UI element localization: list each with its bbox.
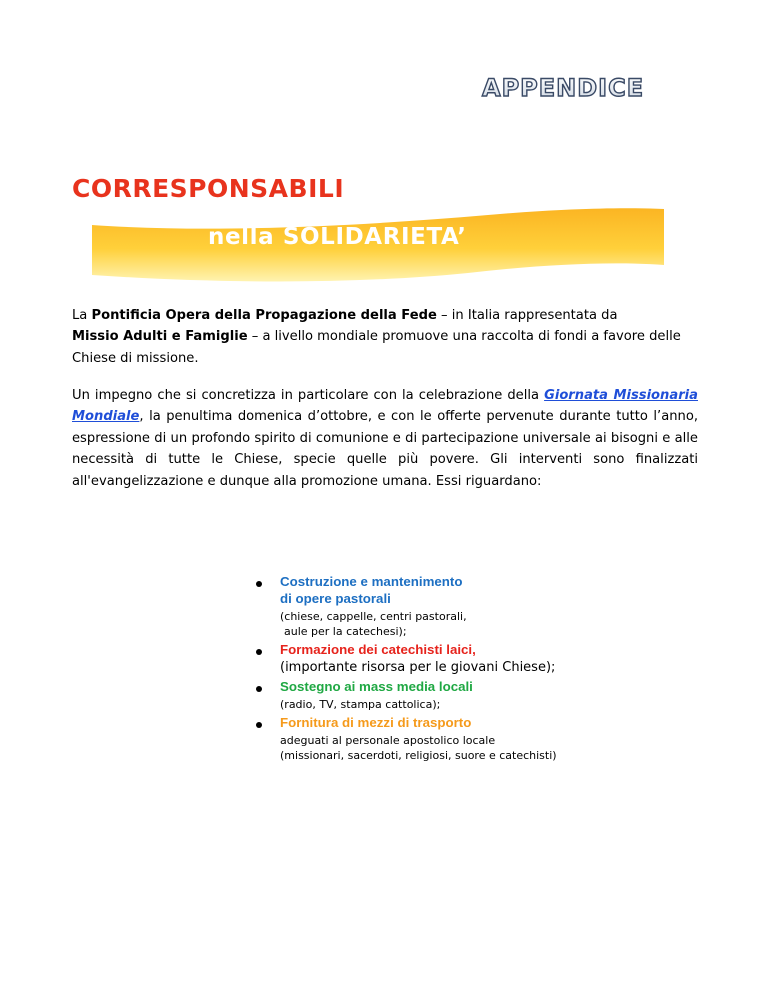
list-item-desc: adeguati al personale apostolico locale: [280, 734, 496, 747]
list-item-title: Sostegno ai mass media locali: [280, 679, 473, 694]
list-item-desc: (chiese, cappelle, centri pastorali,: [280, 610, 467, 623]
appendice-text: APPENDICE: [482, 74, 645, 102]
body-text-1: Un impegno che si concretizza in particolare con la celebrazione della: [72, 388, 545, 403]
bullet-icon: [256, 649, 262, 655]
list-item-title: Costruzione e mantenimento: [280, 574, 463, 589]
intro-bold-1: Pontificia Opera della Propagazione della Fede: [91, 308, 437, 323]
list-item: [256, 573, 656, 639]
bullet-icon: [256, 722, 262, 728]
list-item: [256, 641, 656, 677]
bullet-icon: [256, 581, 262, 587]
list-item-title-suffix: ,: [472, 642, 476, 657]
list-item-desc: (radio, TV, stampa cattolica);: [280, 698, 441, 711]
appendice-heading-graphic: [478, 70, 678, 104]
body-paragraph: [72, 385, 698, 492]
list-item-title: [280, 641, 656, 658]
list-item-desc: (missionari, sacerdoti, religiosi, suore e catechisti): [280, 749, 557, 762]
intro-bold-2: Missio Adulti e Famiglie: [72, 329, 248, 345]
giornata-missionaria-link[interactable]: Giornata Missionaria Mondiale: [72, 388, 698, 425]
bullet-icon: [256, 686, 262, 692]
intro-text-3: – a livello mondiale promuove una raccolta di fondi a favore delle Chiese di missione.: [72, 329, 681, 366]
page-title: CORRESPONSABILI: [72, 174, 345, 203]
list-item: [256, 714, 656, 763]
appendice-heading: [478, 70, 678, 104]
list-item: [256, 678, 656, 712]
intro-paragraph: [72, 305, 698, 369]
list-item-desc: aule per la catechesi);: [284, 625, 407, 638]
intervention-list: [256, 573, 656, 763]
intro-text-2: – in Italia rappresentata da: [436, 308, 618, 323]
intro-text-1: La: [72, 308, 92, 323]
list-item-desc: (importante risorsa per le giovani Chiese);: [280, 660, 556, 675]
body-text-2: , la penultima domenica d’ottobre, e con le offerte pervenute durante tutto l’anno, espressione di un profondo spirito di comunione e di partecipazione universale ai bisogni e alle necessità di tutte le Chiese, specie quelle più povere. Gli interventi sono finalizzati all'evangelizzazione e dunque alla promozione umana. Essi riguardano:: [72, 409, 698, 489]
list-item-title-text: Formazione dei catechisti laici: [280, 642, 473, 657]
title-banner: [88, 203, 666, 285]
list-item-title: di opere pastorali: [280, 591, 391, 606]
list-item-title: Fornitura di mezzi di trasporto: [280, 715, 472, 730]
banner-subtitle: nella SOLIDARIETA’: [208, 224, 467, 250]
